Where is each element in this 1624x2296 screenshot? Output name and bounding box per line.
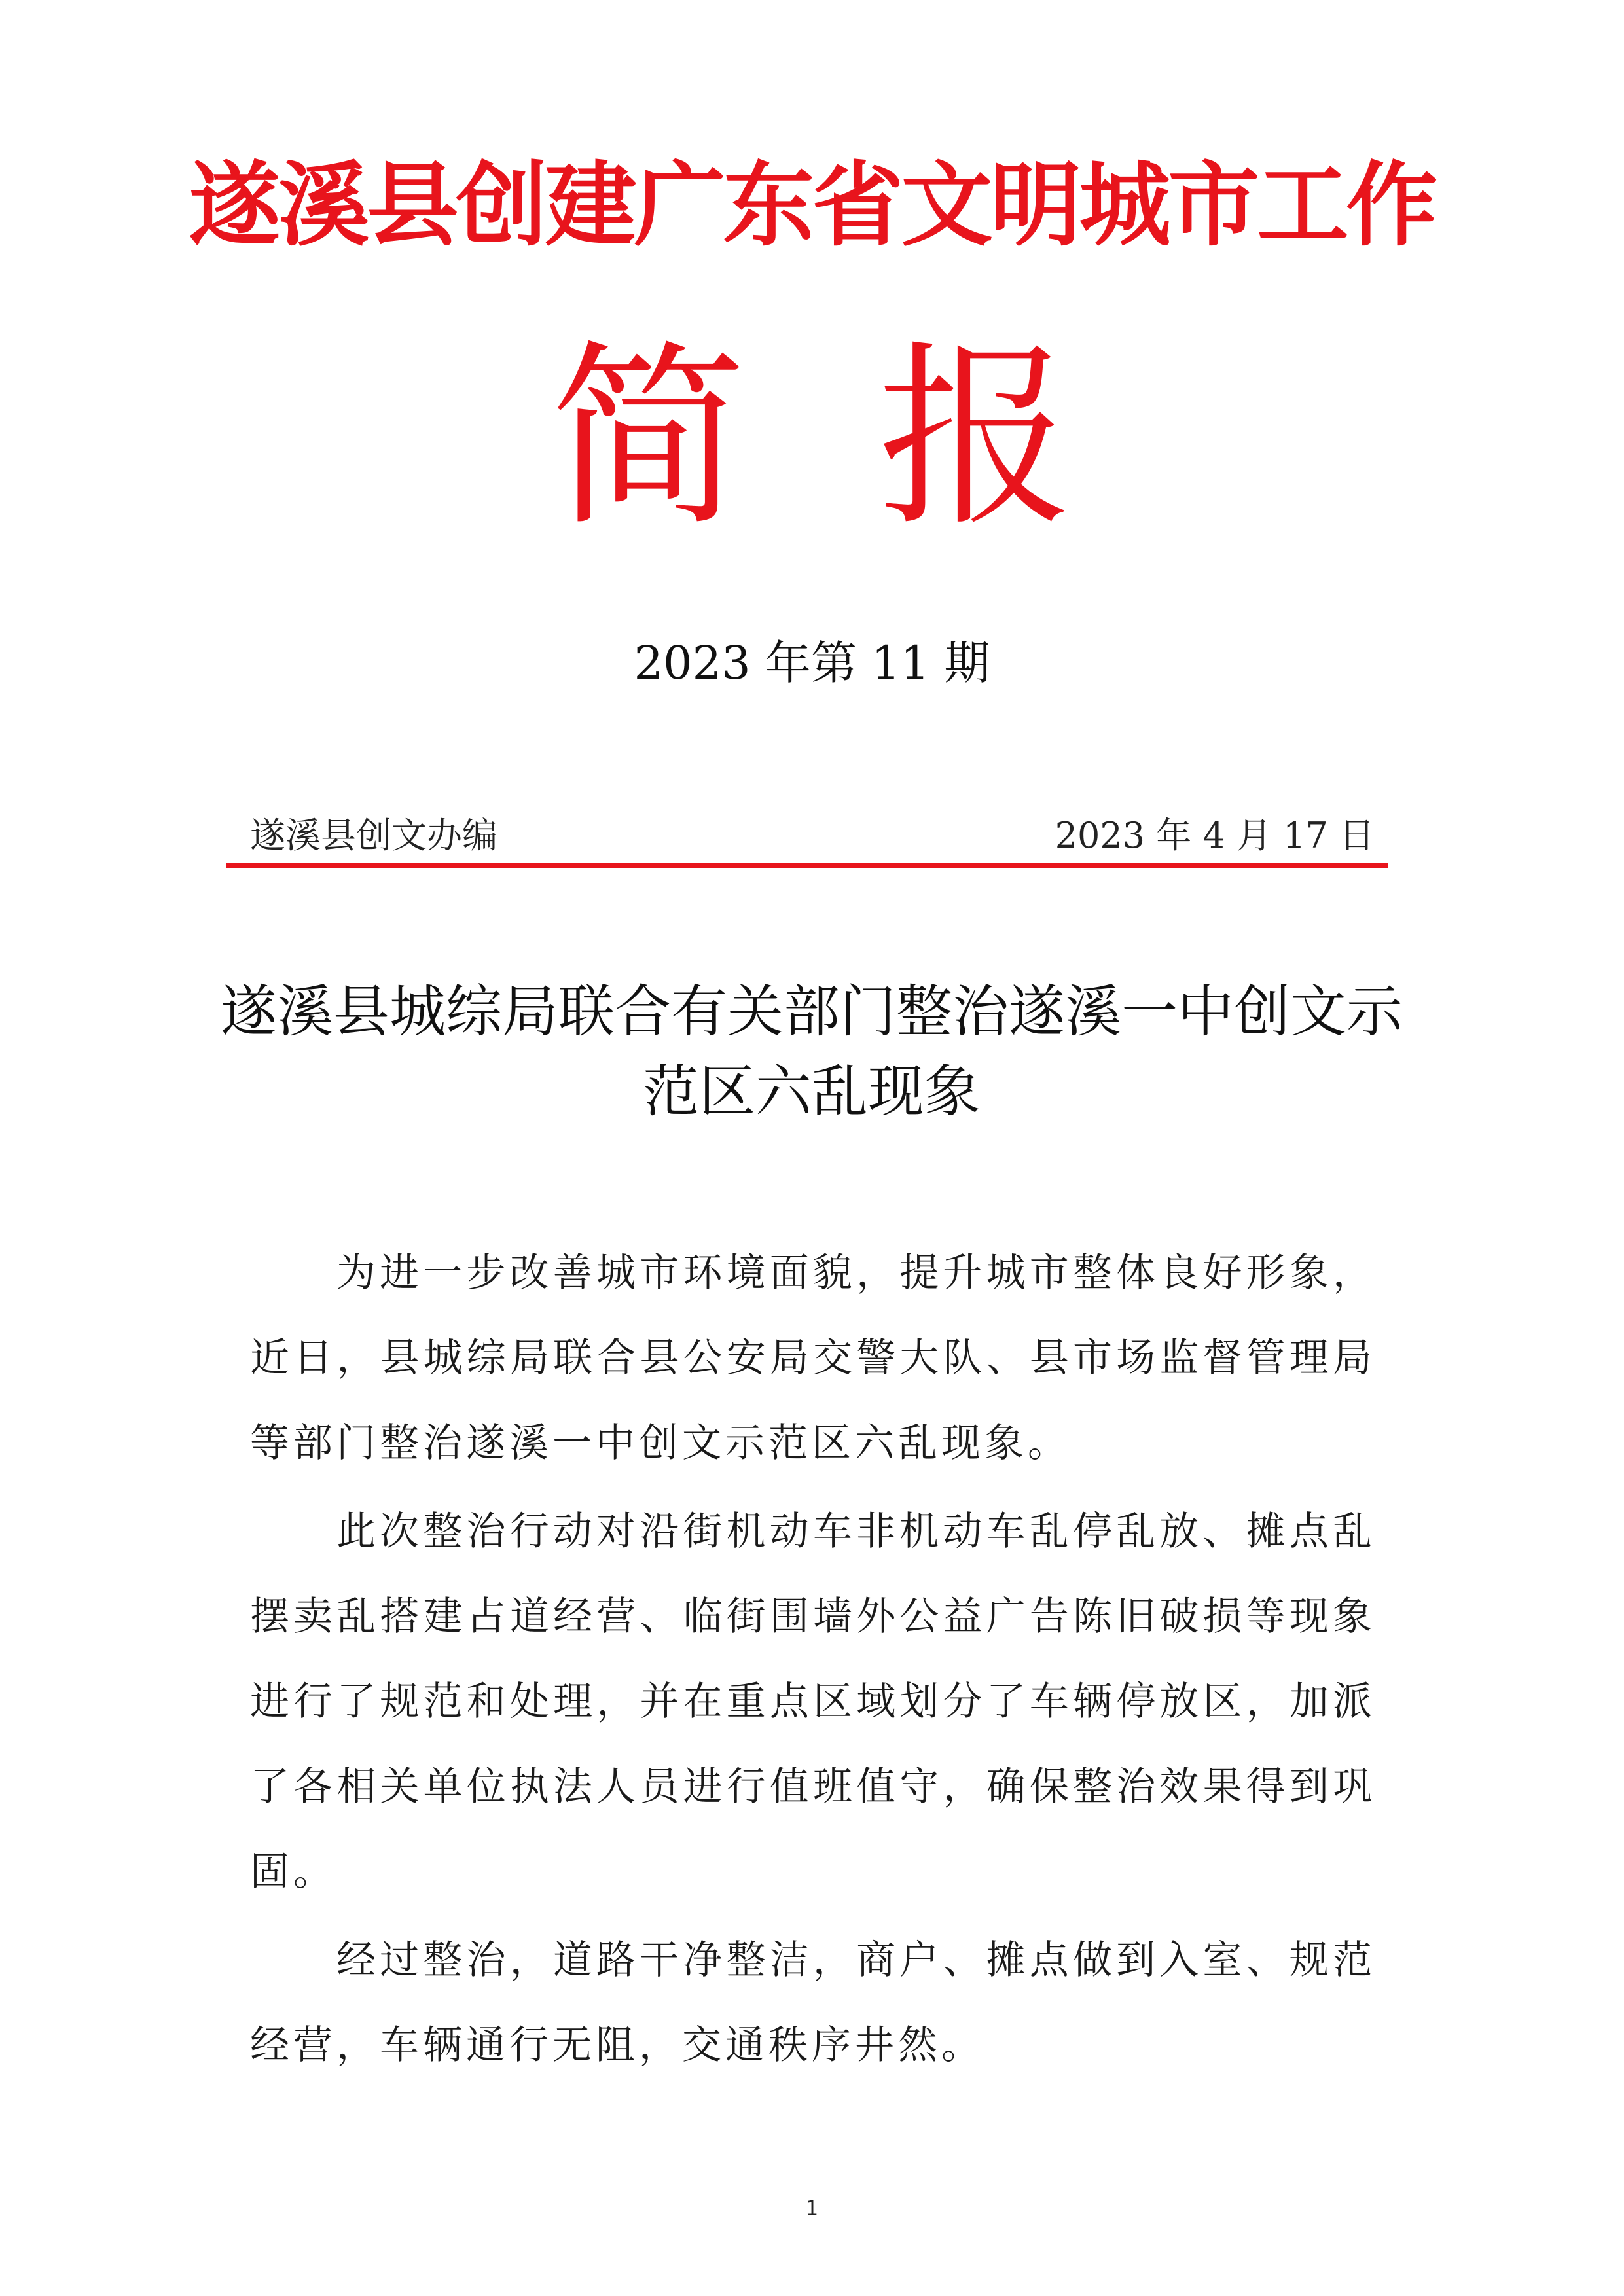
editor-label: 遂溪县创文办编 <box>250 815 497 856</box>
page-number: 1 <box>805 2197 819 2220</box>
masthead-subtitle: 简报 <box>550 324 1205 552</box>
masthead-title: 遂溪县创建广东省文明城市工作 <box>189 152 1435 259</box>
byline-row <box>250 810 1375 862</box>
paragraph: 此次整治行动对沿街机动车非机动车乱停乱放、摊点乱摆卖乱搭建占道经营、临街围墙外公益广告陈旧破损等现象进行了规范和处理，并在重点区域划分了车辆停放区，加派了各相关单位执法人员进行值班值守，确保整治效果得到巩固。 <box>250 1509 1376 1895</box>
red-divider <box>226 863 1388 868</box>
article-headline: 遂溪县城综局联合有关部门整治遂溪一中创文示范区六乱现象 <box>221 979 1403 1124</box>
paragraph: 为进一步改善城市环境面貌，提升城市整体良好形象，近日，县城综局联合县公安局交警大队、县市场监督管理局等部门整治遂溪一中创文示范区六乱现象。 <box>250 1250 1376 1466</box>
publish-date: 2023 年 4 月 17 日 <box>1055 815 1375 856</box>
issue-number: 2023 年第 11 期 <box>634 636 990 690</box>
paragraph: 经过整治，道路干净整洁，商户、摊点做到入室、规范经营，车辆通行无阻，交通秩序井然。 <box>250 1937 1376 2068</box>
article-body <box>250 1230 1376 2091</box>
